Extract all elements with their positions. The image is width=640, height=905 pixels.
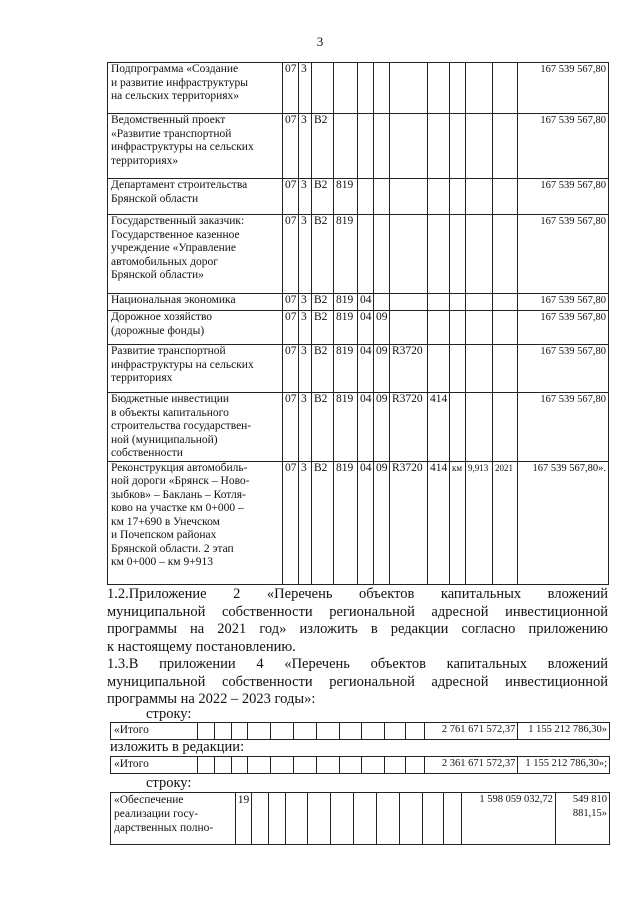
code-cell-c6 [374,114,390,179]
row-name-line: зыбков» – Баклань – Котля- [111,488,246,501]
row-name-line: учреждение «Управление [111,242,237,254]
code-cell-c8: 414 [428,393,450,462]
itogo-old-amount-1: 2 761 671 572,37 [424,723,518,740]
code-cell-c6: 09 [374,393,390,462]
code-cell-c5: 04 [358,461,374,584]
table-row [108,294,609,311]
itogo-new-amount-1: 2 361 671 572,37 [424,757,518,774]
itogo-new-amount-2: 1 155 212 786,30»; [518,757,610,774]
code-cell-c2: 3 [299,63,312,114]
code-cell-c9 [450,311,466,345]
amount-cell: 167 539 567,80 [518,311,609,345]
row-name-line: «Развитие транспортной [111,127,232,140]
amount-cell: 167 539 567,80 [518,179,609,215]
code-cell-c4: 819 [334,215,358,294]
code-cell-c9 [450,63,466,114]
row-name [108,311,283,345]
table-row [108,63,609,114]
code-cell-c4: 819 [334,311,358,345]
code-cell-c2: 3 [299,345,312,393]
code-cell-c5 [358,215,374,294]
row-name [108,294,283,311]
code-cell-c10: 9,913 [466,461,493,584]
itogo-old-row [111,723,610,740]
row-name [108,393,283,462]
code-cell-c11 [493,114,518,179]
paragraph-1-3 [107,656,608,709]
code-cell-c11 [493,393,518,462]
amount-cell: 167 539 567,80 [518,215,609,294]
itogo-new-label: «Итого [111,757,198,774]
label-row-old: строку: [146,706,192,722]
row-name-line: в объекты капитального [111,406,229,419]
obesp-label [111,793,236,845]
code-cell-c5 [358,179,374,215]
itogo-new-row [111,757,610,774]
row-name-line: Брянской области» [111,269,204,281]
page-number: 3 [316,34,324,49]
code-cell-c1: 07 [283,179,299,215]
code-cell-c4: 819 [334,294,358,311]
code-cell-c6 [374,179,390,215]
row-name-line: Реконструкция автомобиль- [111,461,248,474]
obesp-label-line: дарственных полно- [114,822,214,834]
code-cell-c1: 07 [283,63,299,114]
code-cell-c8 [428,311,450,345]
row-name-line: территориях [111,372,173,384]
code-cell-c8 [428,114,450,179]
row-name-line: км 0+000 – км 9+913 [111,556,213,568]
code-cell-c11 [493,215,518,294]
code-cell-c6: 09 [374,461,390,584]
row-name-line: Государственный заказчик: [111,215,245,227]
row-name-line: Национальная экономика [111,294,236,306]
row-name-line: Дорожное хозяйство [111,311,213,323]
row-name-line: км 17+690 в Унечском [111,515,220,528]
row-name-line: автомобильных дорог [111,255,218,268]
table-row [108,179,609,215]
row-name-line: Государственное казенное [111,228,240,241]
code-cell-c8 [428,215,450,294]
table-row [108,461,609,584]
code-cell-c1: 07 [283,345,299,393]
code-cell-c6: 09 [374,311,390,345]
code-cell-c10 [466,179,493,215]
code-cell-c3: В2 [312,114,334,179]
row-name-line: Ведомственный проект [111,114,226,126]
code-cell-c7 [390,63,428,114]
code-cell-c10 [466,345,493,393]
obesp-label-line: реализации госу- [114,808,199,820]
row-name-line: Подпрограмма «Создание [111,63,239,75]
code-cell-c2: 3 [299,461,312,584]
code-cell-c7: R3720 [390,461,428,584]
code-cell-c2: 3 [299,114,312,179]
code-cell-c10 [466,63,493,114]
code-cell-c11 [493,311,518,345]
code-cell-c5: 04 [358,393,374,462]
code-cell-c11 [493,345,518,393]
row-name-line: ной дороги «Брянск – Ново- [111,475,250,487]
code-cell-c11: 2021 [493,461,518,584]
code-cell-c7 [390,215,428,294]
code-cell-c6 [374,215,390,294]
amount-cell: 167 539 567,80 [518,63,609,114]
code-cell-c9 [450,393,466,462]
code-cell-c5: 04 [358,311,374,345]
paragraph-line: муниципальной собственности региональной адресной инвестиционной [107,603,608,620]
obesp-label-line: «Обеспечение [114,794,184,806]
obesp-amount-2: 549 810 881,15» [555,793,609,845]
row-name-line: ково на участке км 0+000 – [111,502,244,514]
code-cell-c9 [450,215,466,294]
code-cell-c5 [358,114,374,179]
code-cell-c3: В2 [312,294,334,311]
obesp-number: 19 [235,793,252,845]
code-cell-c1: 07 [283,294,299,311]
table-row [108,393,609,462]
row-name-line: и развитие инфраструктуры [111,76,248,89]
row-name-line: Брянской области [111,192,199,205]
code-cell-c5: 04 [358,294,374,311]
row-name-line: строительства государствен- [111,420,252,432]
code-cell-c9 [450,294,466,311]
row-name [108,63,283,114]
paragraph-line: 1.3.В приложении 4 «Перечень объектов капитальных вложений [107,656,608,672]
row-name [108,215,283,294]
obesp-table [110,792,610,845]
itogo-old-amount-2: 1 155 212 786,30» [518,723,610,740]
code-cell-c7: R3720 [390,393,428,462]
code-cell-c2: 3 [299,393,312,462]
code-cell-c4 [334,63,358,114]
code-cell-c2: 3 [299,294,312,311]
code-cell-c10 [466,311,493,345]
row-name [108,179,283,215]
table-row [108,215,609,294]
code-cell-c9 [450,114,466,179]
code-cell-c8 [428,345,450,393]
code-cell-c8 [428,294,450,311]
code-cell-c2: 3 [299,215,312,294]
code-cell-c9 [450,345,466,393]
itogo-old-label: «Итого [111,723,198,740]
row-name [108,114,283,179]
paragraph-line: программы на 2021 год» изложить в редакции согласно приложению [107,621,608,637]
code-cell-c3: В2 [312,215,334,294]
row-name-line: Развитие транспортной [111,345,226,357]
row-name-line: ной (муниципальной) [111,433,218,446]
code-cell-c1: 07 [283,461,299,584]
amount-cell: 167 539 567,80 [518,393,609,462]
row-name-line: на сельских территориях» [111,90,240,102]
amount-cell: 167 539 567,80». [518,461,609,584]
label-row-obesp: строку: [146,775,192,791]
table-row [108,114,609,179]
code-cell-c7 [390,311,428,345]
table-row [108,345,609,393]
code-cell-c10 [466,393,493,462]
code-cell-c5: 04 [358,345,374,393]
code-cell-c4: 819 [334,345,358,393]
code-cell-c3: В2 [312,311,334,345]
code-cell-c6: 09 [374,345,390,393]
code-cell-c1: 07 [283,114,299,179]
code-cell-c6 [374,63,390,114]
code-cell-c11 [493,294,518,311]
table-row [108,311,609,345]
obesp-amount-1: 1 598 059 032,72 [462,793,556,845]
code-cell-c1: 07 [283,215,299,294]
code-cell-c6 [374,294,390,311]
paragraph-line: 1.2.Приложение 2 «Перечень объектов капитальных вложений [107,586,608,602]
paragraph-line: программы на 2022 – 2023 годы»: [107,691,316,707]
code-cell-c4: 819 [334,393,358,462]
row-name-line: Департамент строительства [111,179,248,191]
code-cell-c11 [493,179,518,215]
code-cell-c9: км [450,461,466,584]
code-cell-c10 [466,114,493,179]
code-cell-c5 [358,63,374,114]
paragraph-line: муниципальной собственности региональной адресной инвестиционной [107,673,608,690]
code-cell-c2: 3 [299,179,312,215]
row-name-line: Брянской области. 2 этап [111,542,234,555]
code-cell-c8 [428,63,450,114]
row-name-line: Бюджетные инвестиции [111,393,230,405]
obesp-row [111,793,610,845]
code-cell-c10 [466,294,493,311]
paragraph-line: к настоящему постановлению. [107,638,296,655]
code-cell-c10 [466,215,493,294]
code-cell-c3: В2 [312,393,334,462]
code-cell-c3: В2 [312,345,334,393]
row-name [108,345,283,393]
code-cell-c8: 414 [428,461,450,584]
code-cell-c3 [312,63,334,114]
code-cell-c8 [428,179,450,215]
row-name [108,461,283,584]
row-name-line: инфраструктуры на сельских [111,358,254,371]
itogo-new-table [110,756,610,774]
row-name-line: (дорожные фонды) [111,324,205,337]
program-table [107,62,609,585]
code-cell-c9 [450,179,466,215]
amount-cell: 167 539 567,80 [518,345,609,393]
code-cell-c11 [493,63,518,114]
amount-cell: 167 539 567,80 [518,294,609,311]
code-cell-c4: 819 [334,179,358,215]
label-replace: изложить в редакции: [110,739,245,755]
code-cell-c3: В2 [312,461,334,584]
code-cell-c7 [390,114,428,179]
code-cell-c1: 07 [283,311,299,345]
code-cell-c7 [390,294,428,311]
code-cell-c3: В2 [312,179,334,215]
paragraph-1-2 [107,586,608,656]
code-cell-c4: 819 [334,461,358,584]
code-cell-c4 [334,114,358,179]
code-cell-c7 [390,179,428,215]
code-cell-c2: 3 [299,311,312,345]
row-name-line: территориях» [111,154,179,167]
row-name-line: собственности [111,447,183,459]
row-name-line: инфраструктуры на сельских [111,141,254,153]
itogo-old-table [110,722,610,740]
row-name-line: и Почепском районах [111,529,217,541]
code-cell-c1: 07 [283,393,299,462]
code-cell-c7: R3720 [390,345,428,393]
amount-cell: 167 539 567,80 [518,114,609,179]
